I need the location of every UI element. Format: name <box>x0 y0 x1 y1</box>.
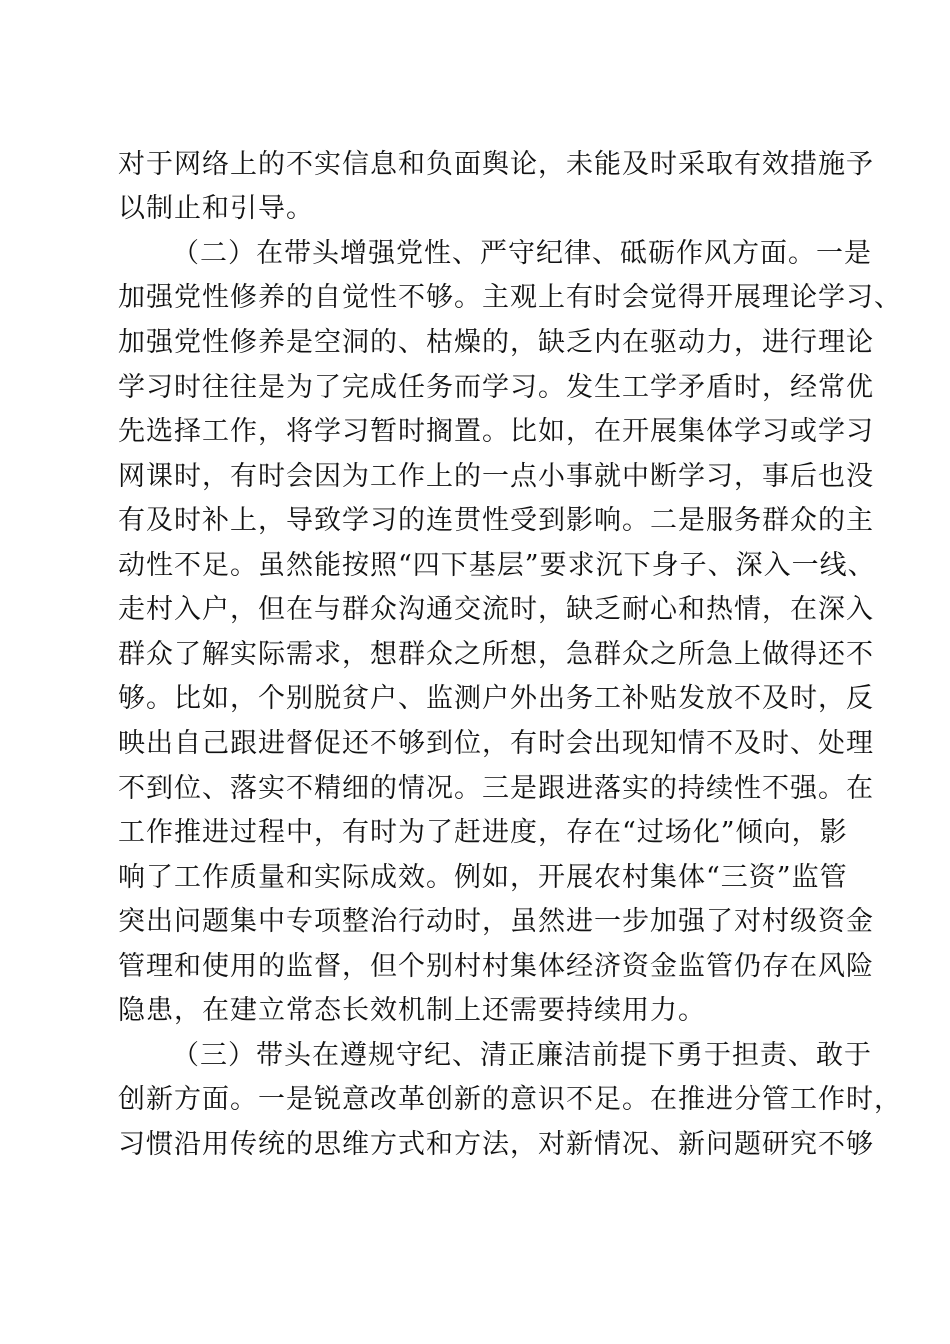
text-line: 不到位、落实不精细的情况。三是跟进落实的持续性不强。在 <box>118 773 874 804</box>
text-line: 群众了解实际需求，想群众之所想，急群众之所急上做得还不 <box>118 639 874 670</box>
text-line: 以制止和引导。 <box>118 193 314 224</box>
text-line: 响了工作质量和实际成效。例如，开展农村集体“三资”监管 <box>118 862 848 893</box>
text-line: 够。比如，个别脱贫户、监测户外出务工补贴发放不及时，反 <box>118 683 874 714</box>
text-line: 隐患，在建立常态长效机制上还需要持续用力。 <box>118 995 706 1026</box>
text-line: 管理和使用的监督，但个别村村集体经济资金监管仍存在风险 <box>118 951 874 982</box>
text-line: 映出自己跟进督促还不够到位，有时会出现知情不及时、处理 <box>118 728 874 759</box>
section-heading-3: （三）带头在遵规守纪、清正廉洁前提下勇于担责、敢于 <box>172 1040 872 1071</box>
text-line: 创新方面。一是锐意改革创新的意识不足。在推进分管工作时， <box>118 1084 902 1115</box>
text-line: 加强党性修养的自觉性不够。主观上有时会觉得开展理论学习、 <box>118 282 902 313</box>
text-line: 有及时补上，导致学习的连贯性受到影响。二是服务群众的主 <box>118 505 874 536</box>
text-line: 突出问题集中专项整治行动时，虽然进一步加强了对村级资金 <box>118 906 874 937</box>
text-line: 走村入户，但在与群众沟通交流时，缺乏耐心和热情，在深入 <box>118 594 874 625</box>
section-heading-2: （二）在带头增强党性、严守纪律、砥砺作风方面。一是 <box>172 238 872 269</box>
text-line: 加强党性修养是空洞的、枯燥的，缺乏内在驱动力，进行理论 <box>118 327 874 358</box>
text-line: 习惯沿用传统的思维方式和方法，对新情况、新问题研究不够 <box>118 1129 874 1160</box>
text-line: 网课时，有时会因为工作上的一点小事就中断学习，事后也没 <box>118 461 874 492</box>
text-line: 动性不足。虽然能按照“四下基层”要求沉下身子、深入一线、 <box>118 550 876 581</box>
text-line: 学习时往往是为了完成任务而学习。发生工学矛盾时，经常优 <box>118 372 874 403</box>
text-line: 工作推进过程中，有时为了赶进度，存在“过场化”倾向，影 <box>118 817 848 848</box>
text-line: 对于网络上的不实信息和负面舆论，未能及时采取有效措施予 <box>118 149 874 180</box>
text-line: 先选择工作，将学习暂时搁置。比如，在开展集体学习或学习 <box>118 416 874 447</box>
